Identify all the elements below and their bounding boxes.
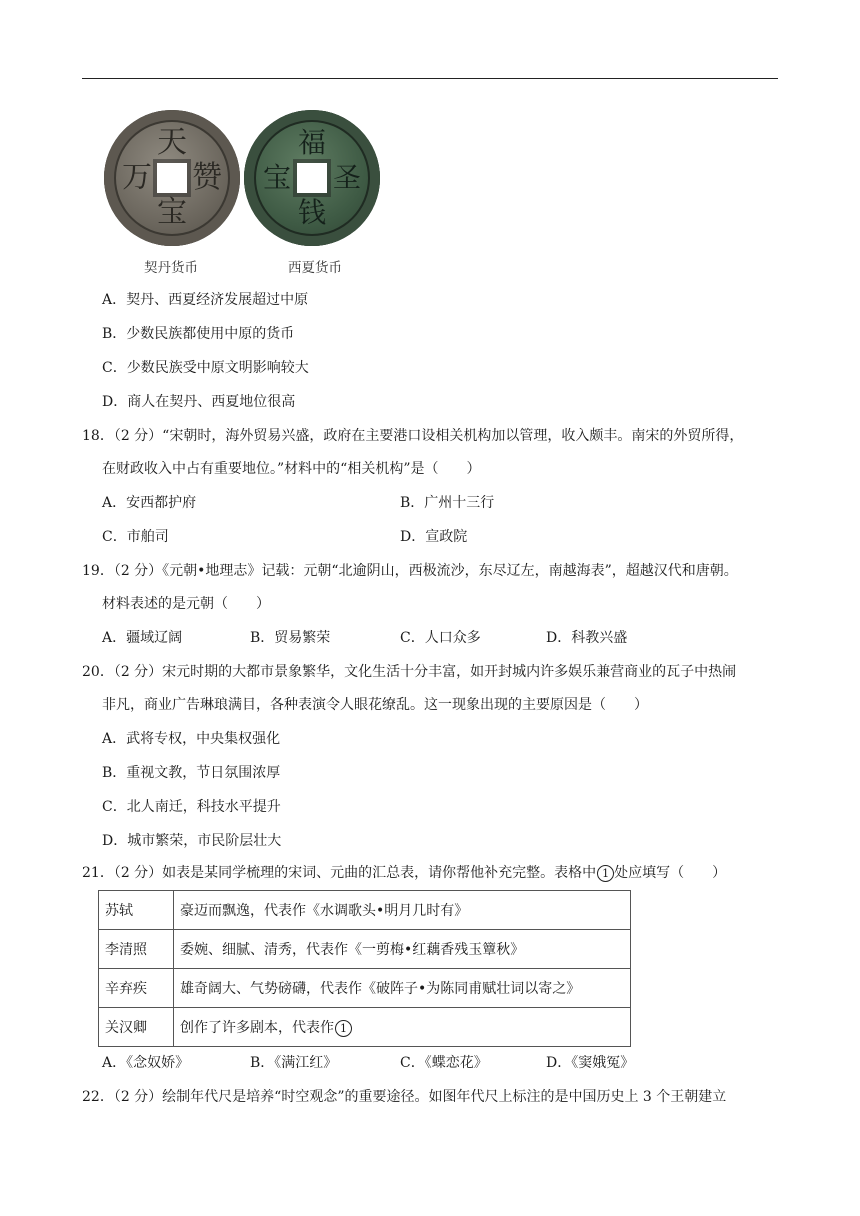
q19-option-b[interactable]: B．贸易繁荣	[250, 630, 331, 646]
q18-option-b[interactable]: B．广州十三行	[400, 495, 495, 511]
q20-option-c[interactable]: C．北人南迁，科技水平提升	[102, 799, 281, 815]
q22-stem-line1: 22．（2 分）绘制年代尺是培养“时空观念”的重要途径。如图年代尺上标注的是中国历史上 3 个王朝建立	[82, 1089, 727, 1105]
table-cell-description: 委婉、细腻、清秀，代表作《一剪梅•红藕香残玉簟秋》	[174, 930, 631, 969]
q20-option-a[interactable]: A．武将专权，中央集权强化	[102, 731, 281, 747]
circled-number-marker: 1	[597, 865, 614, 882]
table-cell-poet: 李清照	[99, 930, 174, 969]
q21-option-b[interactable]: B．《满江红》	[250, 1055, 338, 1071]
table-cell-poet: 辛弃疾	[99, 969, 174, 1008]
table-cell-description	[174, 1008, 631, 1047]
khitan-coin-caption: 契丹货币	[144, 260, 198, 276]
coin-char: 万	[122, 160, 152, 195]
coin-char: 宝	[262, 161, 291, 194]
xixia-coin-image	[244, 110, 380, 246]
table-row	[99, 930, 631, 969]
q18-option-c[interactable]: C．市舶司	[102, 529, 169, 545]
khitan-coin-image	[104, 110, 240, 246]
table-cell-poet: 关汉卿	[99, 1008, 174, 1047]
q17-option-a[interactable]: A．契丹、西夏经济发展超过中原	[102, 292, 309, 308]
q20-option-d[interactable]: D．城市繁荣，市民阶层壮大	[102, 833, 282, 849]
coin-char: 圣	[332, 161, 361, 194]
q19-option-d[interactable]: D．科教兴盛	[546, 630, 628, 646]
q21-option-a[interactable]: A．《念奴娇》	[102, 1055, 190, 1071]
q21-stem-post: 处应填写（ ）	[614, 865, 727, 881]
coin-char: 宝	[157, 195, 187, 230]
q18-option-a[interactable]: A．安西都护府	[102, 495, 197, 511]
coin-char: 赞	[192, 160, 222, 195]
q21-summary-table	[98, 890, 631, 1047]
q17-option-c[interactable]: C．少数民族受中原文明影响较大	[102, 360, 309, 376]
q17-option-d[interactable]: D．商人在契丹、西夏地位很高	[102, 394, 296, 410]
q19-option-c[interactable]: C．人口众多	[400, 630, 481, 646]
table-cell-description: 豪迈而飘逸，代表作《水调歌头•明月几时有》	[174, 891, 631, 930]
q19-option-a[interactable]: A．疆域辽阔	[102, 630, 183, 646]
xixia-coin-caption: 西夏货币	[288, 260, 342, 276]
circled-number-marker: 1	[335, 1020, 352, 1037]
q20-stem-line1: 20．（2 分）宋元时期的大都市景象繁华，文化生活十分丰富，如开封城内许多娱乐兼营商业的瓦子中热闹	[82, 664, 737, 680]
q19-stem-line2: 材料表述的是元朝（ ）	[102, 596, 270, 612]
q17-option-b[interactable]: B．少数民族都使用中原的货币	[102, 326, 295, 342]
coins-figure	[102, 110, 382, 280]
q21-option-d[interactable]: D．《窦娥冤》	[546, 1055, 635, 1071]
q18-stem-line1: 18．（2 分）“宋朝时，海外贸易兴盛，政府在主要港口设相关机构加以管理，收入颇丰。南宋的外贸所得，	[82, 428, 744, 444]
q19-stem-line1: 19．（2 分）《元朝•地理志》记载：元朝“北逾阴山，西极流沙，东尽辽左，南越海表”，超越汉代和唐朝。	[82, 563, 738, 579]
header-rule	[82, 78, 778, 79]
coin-hole	[297, 163, 327, 193]
coin-char: 福	[297, 126, 326, 159]
coin-char: 钱	[297, 196, 326, 229]
coin-char: 天	[157, 125, 187, 160]
table-row	[99, 1008, 631, 1047]
table-row	[99, 969, 631, 1008]
q21-stem-line1	[82, 863, 726, 883]
q21-stem-pre: 21．（2 分）如表是某同学梳理的宋词、元曲的汇总表，请你帮他补充完整。表格中	[82, 865, 597, 881]
q20-option-b[interactable]: B．重视文教，节日氛围浓厚	[102, 765, 281, 781]
table-cell-description: 雄奇阔大、气势磅礴，代表作《破阵子•为陈同甫赋壮词以寄之》	[174, 969, 631, 1008]
coin-hole	[157, 163, 187, 193]
table-cell-text: 创作了许多剧本，代表作	[180, 1020, 334, 1036]
table-cell-poet: 苏轼	[99, 891, 174, 930]
q18-option-d[interactable]: D．宣政院	[400, 529, 468, 545]
table-row	[99, 891, 631, 930]
q18-stem-line2: 在财政收入中占有重要地位。”材料中的“相关机构”是（ ）	[102, 461, 481, 477]
q20-stem-line2: 非凡，商业广告琳琅满目，各种表演令人眼花缭乱。这一现象出现的主要原因是（ ）	[102, 697, 648, 713]
q21-option-c[interactable]: C．《蝶恋花》	[400, 1055, 488, 1071]
